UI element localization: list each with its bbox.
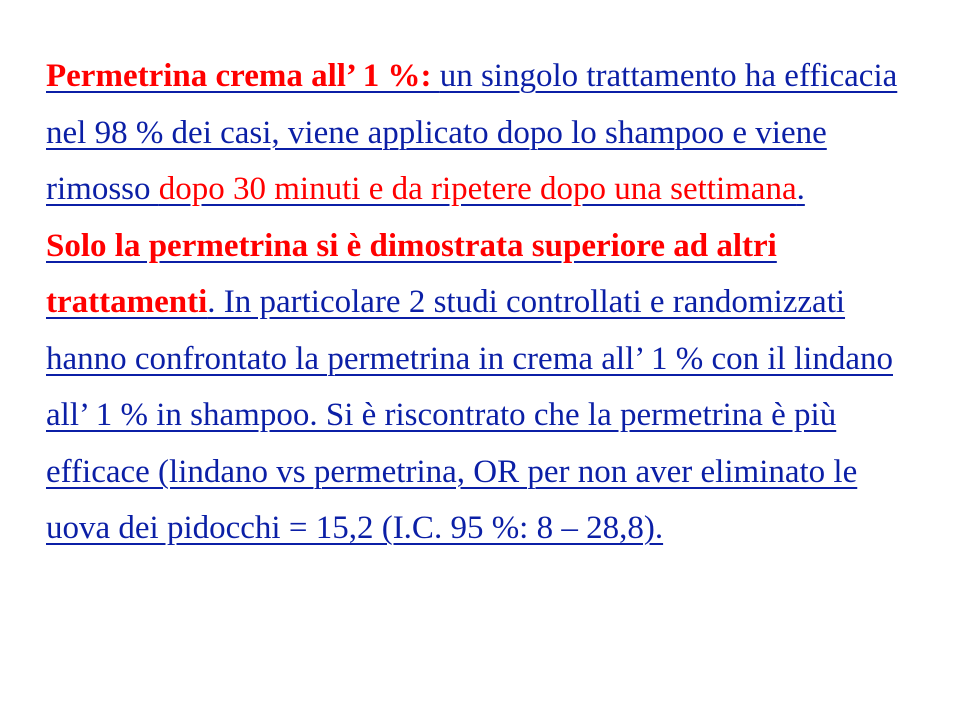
text-run-dopo-30-minuti: dopo 30 minuti e da ripetere dopo una settimana	[158, 171, 797, 207]
paragraph-permetrina-crema	[46, 48, 926, 218]
heading-run-permetrina-crema: Permetrina crema all’ 1 %:	[46, 58, 440, 94]
paragraph-solo-permetrina	[46, 218, 926, 557]
text-run-efficacia: un singolo trattamento ha efficacia nel 98 % dei casi, viene applicato dopo lo shampoo e viene rimosso	[46, 58, 898, 207]
heading-run-solo-permetrina: Solo la permetrina si è dimostrata superiore ad altri trattamenti	[46, 227, 777, 320]
text-run-studi: . In particolare 2 studi controllati e randomizzati hanno confrontato la permetrina in crema all’ 1 % con il lindano all’ 1 % in shampoo. Si è riscontrato che la permetrina è più efficace (lindano vs permetrina, OR per non aver eliminato le uova dei pidocchi = 15,2 (I.C. 95 %: 8 – 28,8).	[46, 284, 893, 546]
text-run-period: .	[796, 171, 805, 207]
slide-body	[46, 48, 926, 557]
